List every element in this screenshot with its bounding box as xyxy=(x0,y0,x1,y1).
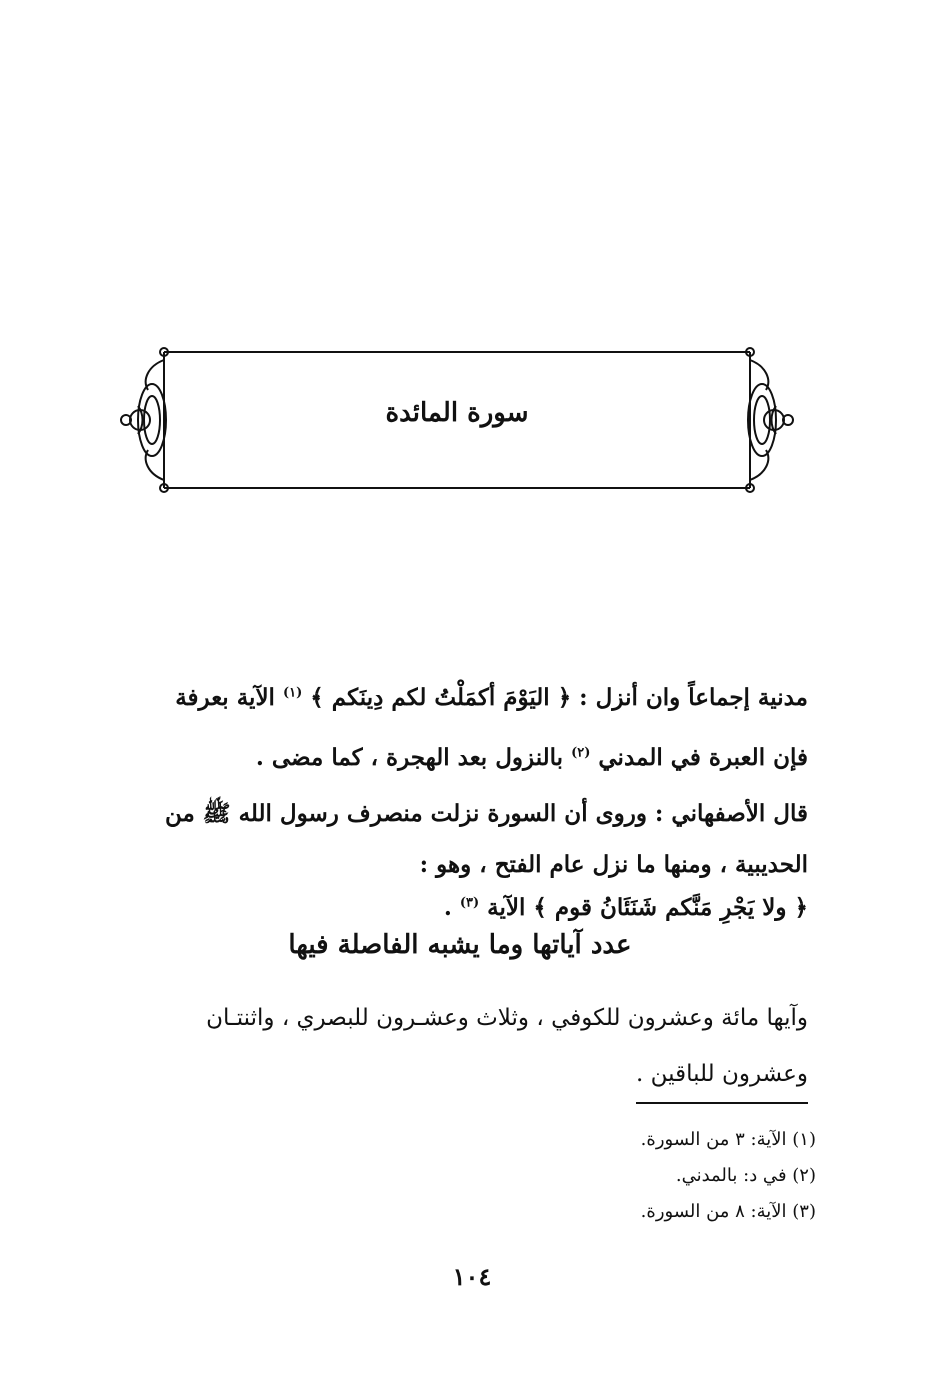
footnote-ref: (٣) xyxy=(459,895,480,911)
paragraph-intro xyxy=(112,668,808,788)
footnote-divider xyxy=(636,1102,808,1104)
page-number: ١٠٤ xyxy=(452,1262,492,1291)
paragraph-line: مدنية إجماعاً وان أنزل : ﴿ اليَوْمَ أكمَلْتُ لكم دِينَكم ﴾ $^{(١)}$ الآية بعرفة xyxy=(175,684,808,711)
footnote-item: (٢) في د: بالمدني. xyxy=(675,1165,816,1186)
footnotes xyxy=(416,1122,816,1230)
paragraph-line: وعشرون للباقين . xyxy=(636,1061,808,1087)
surah-title: سورة المائدة xyxy=(385,398,529,428)
paragraph-isfahani xyxy=(112,786,808,928)
paragraph-line: وآيها مائة وعشرون للكوفي ، وثلاث وعشـرون للبصري ، واثنتـان xyxy=(206,1005,808,1031)
paragraph-line: فإن العبرة في المدني $^{(٢)}$ بالنزول بعد الهجرة ، كما مضى . xyxy=(255,744,808,771)
paragraph-line: الحديبية ، ومنها ما نزل عام الفتح ، وهو : xyxy=(419,851,808,878)
title-frame xyxy=(112,340,802,500)
paragraph-line: قال الأصفهاني : وروى أن السورة نزلت منصرف رسول الله ﷺ من xyxy=(164,800,808,827)
footnote-item: (١) الآية: ٣ من السورة. xyxy=(640,1129,816,1150)
footnote-item: (٣) الآية: ٨ من السورة. xyxy=(640,1201,816,1222)
footnote-ref: (١) xyxy=(282,685,303,701)
section-heading: عدد آياتها وما يشبه الفاصلة فيها xyxy=(288,930,632,960)
paragraph-line: ﴿ ولا يَجْرِ مَنَّكم شَنَئَانُ قوم ﴾ الآية $^{(٣)}$ . xyxy=(443,894,808,921)
footnote-ref: (٢) xyxy=(571,745,591,761)
paragraph-verse-count xyxy=(112,990,808,1102)
